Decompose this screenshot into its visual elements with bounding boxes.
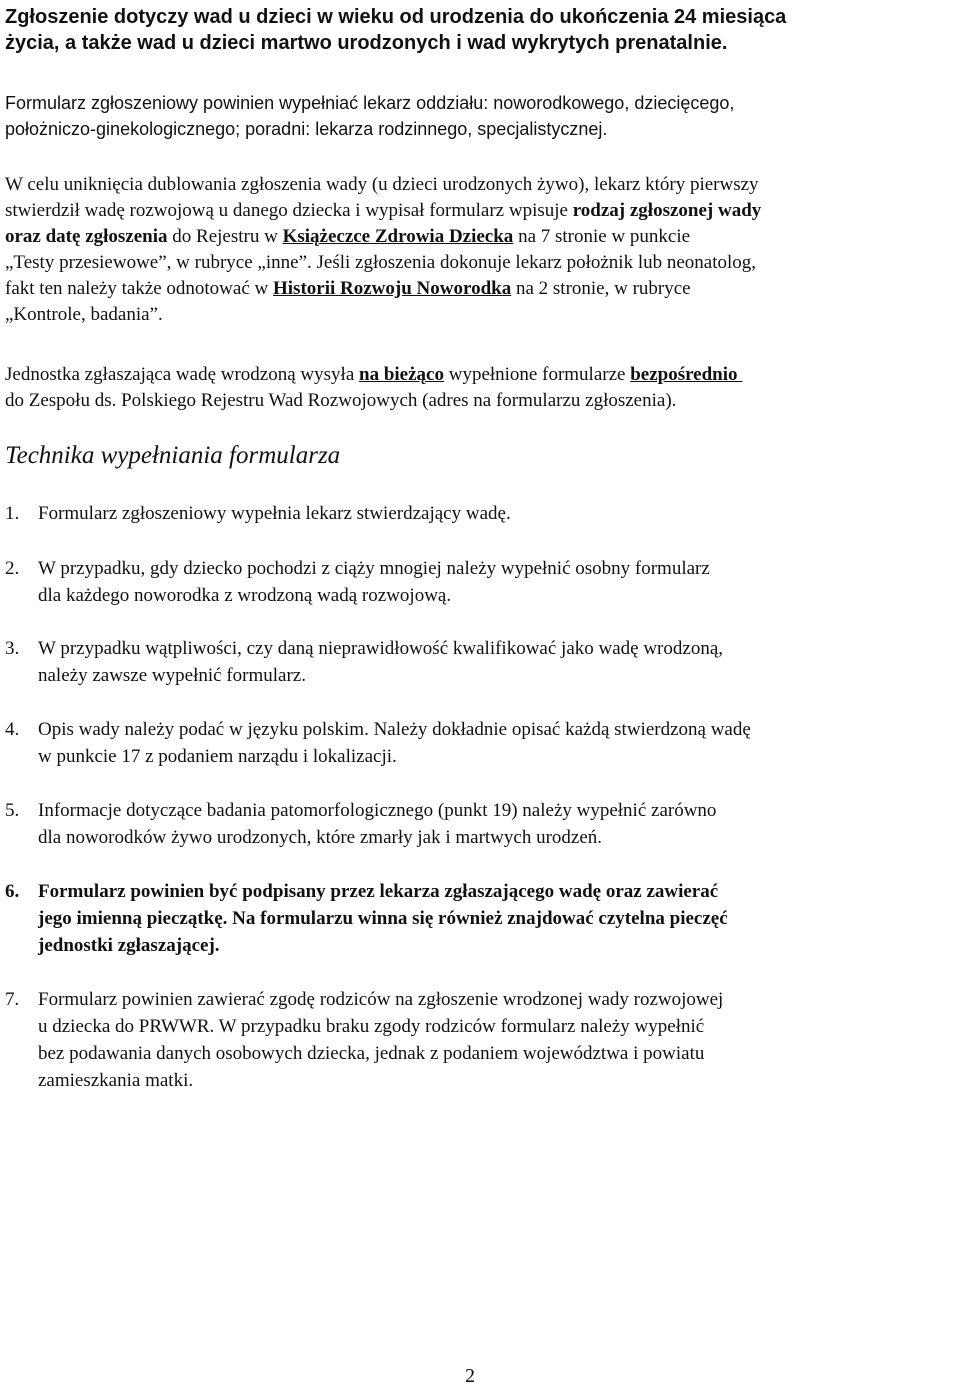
list-item-line: W przypadku wątpliwości, czy daną nieprawidłowość kwalifikować jako wadę wrodzoną, [38,638,724,659]
section-title: Technika wypełniania formularza [5,442,341,469]
list-item-line: dla noworodków żywo urodzonych, które zmarły jak i martwych urodzeń. [38,827,603,848]
text-run: na 2 stronie, w rubryce [511,278,691,299]
list-item-line: zamieszkania matki. [38,1070,194,1091]
list-item-line: bez podawania danych osobowych dziecka, jednak z podaniem województwa i powiatu [38,1043,705,1064]
list-item-text [38,878,948,959]
paragraph-sending [5,362,950,414]
text-run: do Rejestru w [167,226,283,247]
paragraph-line: Formularz zgłoszeniowy powinien wypełniać lekarz oddziału: noworodkowego, dziecięcego, [5,93,735,113]
list-item-line: Formularz zgłoszeniowy wypełnia lekarz stwierdzający wadę. [38,503,511,524]
heading-line-1: Zgłoszenie dotyczy wad u dzieci w wieku od urodzenia do ukończenia 24 miesiąca [5,6,787,28]
list-item-line: u dziecka do PRWWR. W przypadku braku zgody rodziców formularz należy wypełnić [38,1016,705,1037]
list-item-text [38,555,948,609]
text-run: wypełnione formularze [443,364,631,385]
list-item-line: jego imienną pieczątkę. Na formularzu winna się również znajdować czytelna pieczęć [38,908,728,929]
page-number: 2 [465,1365,475,1387]
list-item-text [38,635,948,689]
list-item-text [38,500,948,527]
underlined-bold-text: Książeczce Zdrowia Dziecka [282,226,514,247]
paragraph-line: „Kontrole, badania”. [5,304,163,325]
paragraph-line: „Testy przesiewowe”, w rubryce „inne”. Jeśli zgłoszenia dokonuje lekarz położnik lub neonatolog, [5,252,757,273]
paragraph-who-fills [5,90,950,142]
list-item-line: należy zawsze wypełnić formularz. [38,665,306,686]
paragraph-line [5,198,950,224]
list-item-text [38,797,948,851]
list-item-line: Formularz powinien być podpisany przez lekarza zgłaszającego wadę oraz zawierać [38,881,719,902]
list-item-line: Informacje dotyczące badania patomorfologicznego (punkt 19) należy wypełnić zarówno [38,800,717,821]
text-run: stwierdził wadę rozwojową u danego dziecka i wypisał formularz wpisuje [5,200,573,221]
underlined-bold-text: na bieżąco [359,364,444,385]
list-item-number: 5. [5,800,20,821]
list-item-line: w punkcie 17 z podaniem narządu i lokalizacji. [38,746,397,767]
paragraph-line: do Zespołu ds. Polskiego Rejestru Wad Rozwojowych (adres na formularzu zgłoszenia). [5,390,677,411]
paragraph-line [5,276,950,302]
paragraph-line [5,362,950,388]
list-item-number: 6. [5,881,20,902]
list-item-text [38,986,948,1094]
list-item-text [38,716,948,770]
list-item-number: 1. [5,503,20,524]
list-item-number: 2. [5,558,20,579]
list-item-number: 4. [5,719,20,740]
paragraph-line: położniczo-ginekologicznego; poradni: lekarza rodzinnego, specjalistycznej. [5,119,608,139]
list-item-line: dla każdego noworodka z wrodzoną wadą rozwojową. [38,585,452,606]
text-run: fakt ten należy także odnotować w [5,278,273,299]
list-item-number: 7. [5,989,20,1010]
list-item-number: 3. [5,638,20,659]
paragraph-line [5,224,950,250]
text-run: Jednostka zgłaszająca wadę wrodzoną wysyła [5,364,359,385]
paragraph-duplicate-avoidance [5,172,950,328]
list-item-line: W przypadku, gdy dziecko pochodzi z ciąży mnogiej należy wypełnić osobny formularz [38,558,710,579]
document-heading [5,4,950,56]
bold-text: rodzaj zgłoszonej wady [572,200,762,221]
text-run: na 7 stronie w punkcie [513,226,691,247]
paragraph-line: W celu uniknięcia dublowania zgłoszenia wady (u dzieci urodzonych żywo), lekarz który pierwszy [5,174,759,195]
list-item-line: Formularz powinien zawierać zgodę rodziców na zgłoszenie wrodzonej wady rozwojowej [38,989,724,1010]
underlined-bold-text: bezpośrednio [630,364,743,385]
bold-text: oraz datę zgłoszenia [5,226,168,247]
heading-line-2: życia, a także wad u dzieci martwo urodzonych i wad wykrytych prenatalnie. [5,32,728,54]
document-page [5,0,950,1387]
list-item-line: Opis wady należy podać w języku polskim. Należy dokładnie opisać każdą stwierdzoną wadę [38,719,751,740]
underlined-bold-text: Historii Rozwoju Noworodka [273,278,512,299]
list-item-line: jednostki zgłaszającej. [38,935,220,956]
